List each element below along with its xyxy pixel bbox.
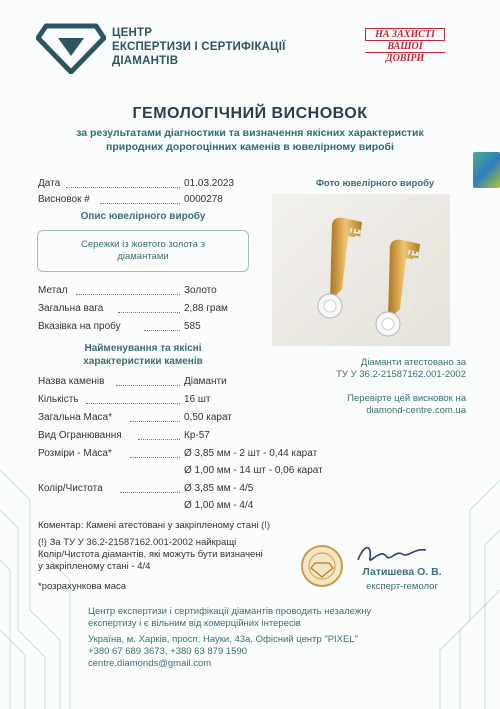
size-row bbox=[38, 448, 318, 460]
photo-caption: Фото ювелірного виробу bbox=[315, 178, 435, 189]
count-row bbox=[38, 394, 258, 406]
probe-row bbox=[38, 321, 258, 333]
brand-line1: НА ЗАХИСТІ bbox=[365, 28, 445, 41]
dots bbox=[130, 457, 180, 458]
dots bbox=[116, 385, 180, 386]
jewelry-photo bbox=[272, 194, 450, 346]
dots bbox=[86, 403, 180, 404]
desc-line2: діамантами bbox=[117, 251, 169, 262]
document-subtitle bbox=[40, 126, 460, 154]
stones-title-line1: Найменування та якісні bbox=[84, 343, 202, 354]
number-label: Висновок # bbox=[38, 194, 90, 205]
cut-label: Вид Огранювання bbox=[38, 430, 122, 441]
note-line1: (!) За ТУ У 36.2-21587162.001-2002 найкращі bbox=[38, 537, 237, 548]
stone-name-value: Діаманти bbox=[184, 376, 227, 387]
probe-value: 585 bbox=[184, 321, 201, 332]
date-value: 01.03.2023 bbox=[184, 178, 235, 189]
dots bbox=[130, 421, 180, 422]
stone-name-row bbox=[38, 376, 258, 388]
footer-address: Україна, м. Харків, просп. Науки, 43а, Офісний центр "PIXEL" bbox=[88, 634, 359, 645]
stones-title bbox=[38, 342, 248, 368]
color-value2: Ø 1,00 мм - 4/4 bbox=[184, 500, 254, 511]
desc-line1: Сережки із жовтого золота з bbox=[81, 239, 205, 250]
certified-line1: Діаманти атестовано за bbox=[360, 357, 466, 368]
comment: Коментар: Камені атестовані у закріпленому стані (!) bbox=[38, 520, 271, 531]
mass-value: 0,50 карат bbox=[184, 412, 232, 423]
check-link[interactable]: diamond-centre.com.ua bbox=[366, 405, 466, 416]
subtitle-line1: за результатами діагностики та визначення якісних характеристик bbox=[76, 127, 424, 139]
footer-about bbox=[88, 606, 418, 630]
number-row bbox=[38, 194, 258, 206]
note-line2: Колір/Чистота діамантів, які можуть бути визначені bbox=[38, 549, 263, 560]
color-row2 bbox=[184, 500, 253, 512]
size-value2: Ø 1,00 мм - 14 шт - 0,06 карат bbox=[184, 465, 323, 476]
org-line3: ДІАМАНТІВ bbox=[112, 55, 179, 67]
dots bbox=[144, 330, 180, 331]
count-label: Кількість bbox=[38, 394, 79, 405]
hologram-sticker bbox=[473, 152, 500, 188]
org-line2: ЕКСПЕРТИЗИ І СЕРТИФІКАЦІЇ bbox=[112, 41, 286, 53]
check-line1: Перевірте цей висновок на bbox=[347, 393, 466, 404]
description-box bbox=[37, 230, 249, 272]
date-row bbox=[38, 178, 258, 190]
count-value: 16 шт bbox=[184, 394, 211, 405]
dots bbox=[66, 187, 180, 188]
diamond-logo-icon bbox=[36, 22, 106, 74]
color-label: Колір/Чистота bbox=[38, 483, 103, 494]
dots bbox=[100, 203, 180, 204]
size-value1: Ø 3,85 мм - 2 шт - 0,44 карат bbox=[184, 448, 318, 459]
color-row bbox=[38, 483, 318, 495]
subtitle-line2: природних дорогоцінних каменів в ювелірному виробі bbox=[106, 141, 394, 153]
note bbox=[38, 537, 298, 593]
calc-note: *розрахункова маса bbox=[38, 581, 127, 592]
seal-stamp-icon bbox=[300, 544, 344, 588]
footer-line2: експертизу і є вільним від комерційних інтересів bbox=[88, 618, 301, 629]
probe-label: Вказівка на пробу bbox=[38, 321, 121, 332]
footer-email[interactable]: centre.diamonds@gmail.com bbox=[88, 658, 212, 669]
footer-line1: Центр експертизи і сертифікації діамантів проводить незалежну bbox=[88, 606, 372, 617]
mass-row bbox=[38, 412, 258, 424]
dots bbox=[120, 492, 180, 493]
number-value: 0000278 bbox=[184, 194, 223, 205]
org-line1: ЦЕНТР bbox=[112, 27, 153, 39]
cut-value: Кр-57 bbox=[184, 430, 210, 441]
earrings-image bbox=[272, 194, 450, 346]
weight-row bbox=[38, 303, 258, 315]
org-name bbox=[112, 26, 342, 68]
brand-slogan bbox=[365, 28, 445, 66]
stones-title-line2: характеристики каменів bbox=[83, 356, 203, 367]
dots bbox=[138, 439, 180, 440]
desc-title: Опис ювелірного виробу bbox=[80, 211, 206, 222]
metal-label: Метал bbox=[38, 285, 68, 296]
document-title: ГЕМОЛОГІЧНИЙ ВИСНОВОК bbox=[132, 105, 368, 122]
expert-name: Латишева О. В. bbox=[362, 566, 442, 578]
description-text bbox=[38, 239, 248, 263]
dots bbox=[118, 312, 180, 313]
note-line3: у закріпленому стані - 4/4 bbox=[38, 561, 151, 572]
weight-label: Загальна вага bbox=[38, 303, 104, 314]
dots bbox=[76, 294, 180, 295]
size-label: Розміри - Маса* bbox=[38, 448, 112, 459]
footer-phones[interactable]: +380 67 689 3673, +380 63 879 1590 bbox=[88, 646, 248, 657]
date-label: Дата bbox=[38, 178, 61, 189]
stone-name-label: Назва каменів bbox=[38, 376, 105, 387]
mass-label: Загальна Маса* bbox=[38, 412, 112, 423]
brand-line2: ВАШОЇ bbox=[387, 41, 423, 52]
color-value1: Ø 3,85 мм - 4/5 bbox=[184, 483, 254, 494]
metal-value: Золото bbox=[184, 285, 217, 296]
certified-line2: ТУ У 36.2-21587162.001-2002 bbox=[336, 369, 466, 380]
footer-contacts bbox=[88, 634, 418, 670]
weight-value: 2,88 грам bbox=[184, 303, 228, 314]
size-row2 bbox=[184, 465, 323, 477]
metal-row bbox=[38, 285, 258, 297]
brand-line3: ДОВІРИ bbox=[365, 52, 445, 64]
cut-row bbox=[38, 430, 258, 442]
certified-note bbox=[280, 357, 466, 381]
check-note bbox=[280, 393, 466, 417]
expert-role: експерт-гемолог bbox=[366, 581, 438, 592]
